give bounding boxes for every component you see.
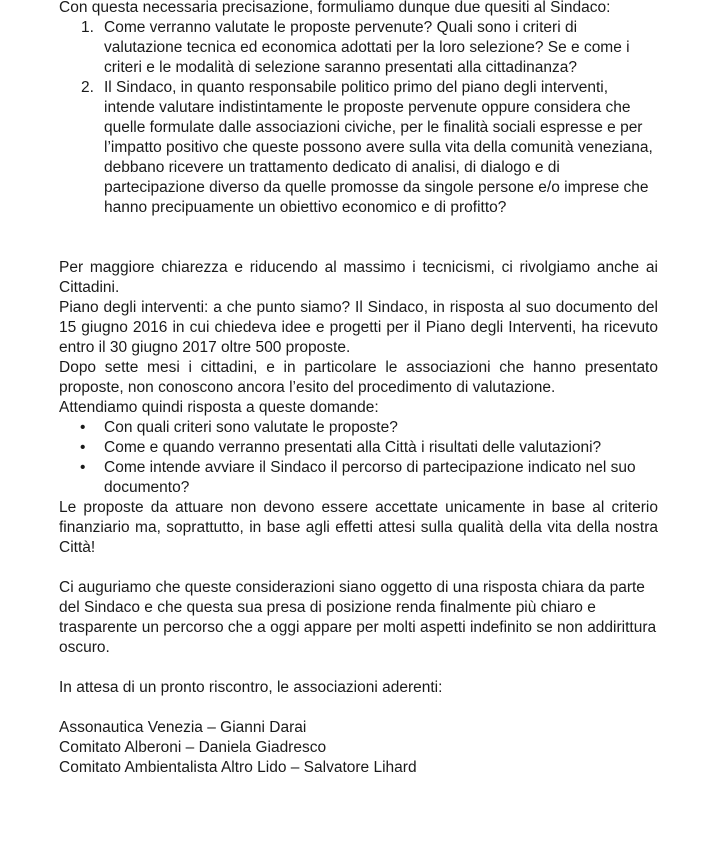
question-item-1 (59, 18, 658, 78)
question-number: 2. (81, 79, 94, 96)
spacer (59, 558, 658, 578)
signatory: Comitato Ambientalista Altro Lido – Salvatore Lihard (59, 759, 417, 776)
bullet-icon: • (80, 439, 86, 456)
intro-paragraph: Con questa necessaria precisazione, formuliamo dunque due quesiti al Sindaco: (59, 0, 611, 16)
bullet-item (59, 418, 658, 438)
signatories-list (59, 718, 658, 778)
months-paragraph: Dopo sette mesi i cittadini, e in particolare le associazioni che hanno presentato proposte, non conoscono ancora l’esito del procedimento di valutazione. (59, 359, 658, 396)
status-paragraph: Piano degli interventi: a che punto siamo? Il Sindaco, in risposta al suo documento del 15 giugno 2016 in cui chiedeva idee e progetti per il Piano degli Interventi, ha ricevuto entro il 30 giugno 2017 oltre 500 proposte. (59, 299, 658, 356)
question-text: Come verranno valutate le proposte pervenute? Quali sono i criteri di valutazione tecnica ed economica adottati per la loro selezione? Se e come i criteri e le modalità di selezione saranno presentati alla cittadinanza? (104, 19, 630, 76)
bullet-item (59, 458, 658, 498)
bullet-text: Come e quando verranno presentati alla Città i risultati delle valutazioni? (104, 439, 602, 456)
bullet-icon: • (80, 459, 86, 476)
criteria-paragraph: Le proposte da attuare non devono essere accettate unicamente in base al criterio finanziario ma, soprattutto, in base agli effetti attesi sulla qualità della vita della nostra Città! (59, 499, 658, 556)
signatory: Comitato Alberoni – Daniela Giadresco (59, 739, 327, 756)
question-number: 1. (81, 19, 94, 36)
await-paragraph: Attendiamo quindi risposta a queste domande: (59, 399, 379, 416)
bullet-text: Come intende avviare il Sindaco il percorso di partecipazione indicato nel suo documento? (104, 459, 636, 496)
spacer (59, 698, 658, 718)
spacer (59, 658, 658, 678)
bullet-item (59, 438, 658, 458)
closing-paragraph: In attesa di un pronto riscontro, le associazioni aderenti: (59, 679, 443, 696)
question-text: Il Sindaco, in quanto responsabile politico primo del piano degli interventi, intende valutare indistintamente le proposte pervenute oppure considera che quelle formulate dalle associazioni civiche, per le finalità sociali espresse e per l’impatto positivo che queste possono avere sulla vita della comunità veneziana, debbano ricevere un trattamento dedicato di analisi, di dialogo e di partecipazione diverso da quelle promosse da singole persone e/o imprese che hanno precipuamente un obiettivo economico e di profitto? (104, 79, 653, 216)
bullet-icon: • (80, 419, 86, 436)
questions-bullet-list (59, 418, 658, 498)
questions-list (59, 18, 658, 218)
signatory: Assonautica Venezia – Gianni Darai (59, 719, 307, 736)
question-item-2 (59, 78, 658, 218)
bullet-text: Con quali criteri sono valutate le proposte? (104, 419, 398, 436)
citizens-paragraph: Per maggiore chiarezza e riducendo al massimo i tecnicismi, ci rivolgiamo anche ai Cittadini. (59, 259, 658, 296)
spacer (59, 218, 658, 258)
hope-paragraph: Ci auguriamo che queste considerazioni siano oggetto di una risposta chiara da parte del Sindaco e che questa sua presa di posizione renda finalmente più chiaro e trasparente un percorso che a oggi appare per molti aspetti indefinito se non addirittura oscuro. (59, 579, 657, 656)
